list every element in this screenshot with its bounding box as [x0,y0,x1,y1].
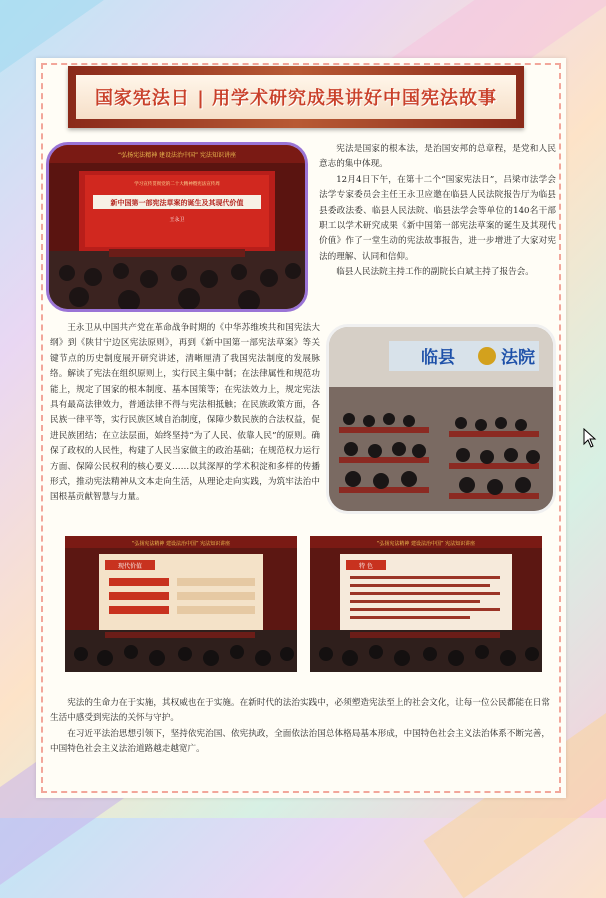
mouse-cursor-icon [583,428,597,448]
court-sign-text: 临县 [421,348,455,368]
paragraph: 王永卫从中国共产党在革命战争时期的《中华苏维埃共和国宪法大纲》到《陕甘宁边区宪法原则》，再到《新中国第一部宪法草案》等关键节点的历史制度展开研究讲述，清晰厘清了我国宪法制度的发展脉络。解读了宪法在组织原则上，实行民主集中制；在法律属性和规范功能上，规定了国家的根本制度、基本国策等；在宪法效力上，规定宪法具有最高法律效力，普通法律不得与宪法相抵触；在民族政策方面，各民族一律平等，实行民族区域自治制度，保障少数民族的合法权益，促进民族团结；在立法层面，始终坚持“为了人民、依靠人民”的原则。确保了政权的人民性，构建了人民当家做主的政治基础；在规范权力运行方面、保障公民权利的核心要义……以其深厚的学术积淀和多样的传播形式，推动宪法精神从文本走向生活，从理论走向实践，为筑牢法治中国根基贡献智慧与力量。 [50,323,320,503]
article-page [36,58,566,798]
screen-title-text: 新中国第一部宪法草案的诞生及其现代价值 [110,199,244,207]
hall-banner-text: “弘扬宪法精神 建设法治中国” 宪法知识讲座 [376,541,476,547]
paragraph: 宪法是国家的根本法，是治国安邦的总章程，是党和人民意志的集中体现。 [319,144,556,170]
photo-lecture-slide-features [310,536,542,672]
hall-banner-text: “弘扬宪法精神 建设法治中国” 宪法知识讲座 [131,541,231,547]
hall-banner-text: “弘扬宪法精神 建设法治中国” 宪法知识讲座 [117,152,237,159]
screen-speaker-text: 王永卫 [169,217,185,223]
bottom-text [50,696,550,758]
paragraph: 12月4日下午，在第十二个“国家宪法日”，吕梁市法学会法学专家委员会主任王永卫应邀在临县人民法院报告厅为临县县委政法委、临县人民法院、临县法学会等单位的140名干部职工以学术研究成果《新中国第一部宪法草案的诞生及其现代价值》作了一堂生动的宪法故事报告，进一步增进了大家对宪法的理解、认同和信仰。 [319,174,556,262]
left-column-text [50,321,320,506]
slide-title: 现代价值 [117,563,143,570]
right-column-text [319,142,556,281]
title-banner [68,66,524,128]
paragraph: 临县人民法院主持工作的副院长白斌主持了报告会。 [336,267,534,278]
photo-lecture-hall [46,142,308,312]
screen-small-text: 学习宣传贯彻党的二十大精神暨宪法宣传周 [134,182,220,187]
slide-title: 特 色 [359,563,373,570]
photo-lecture-slide-values [65,536,297,672]
photo-audience [326,324,556,514]
page-title: 国家宪法日 | 用学术研究成果讲好中国宪法故事 [76,75,516,119]
court-sign-text-2: 法院 [501,348,535,368]
paragraph: 在习近平法治思想引领下，坚持依宪治国、依宪执政，全面依法治国总体格局基本形成，中国特色社会主义法治体系不断完善，中国特色社会主义法治道路越走越宽广。 [50,728,550,755]
paragraph: 宪法的生命力在于实施，其权威也在于实施。在新时代的法治实践中，必须塑造宪法至上的社会文化，让每一位公民都能在日常生活中感受到宪法的关怀与守护。 [50,698,550,724]
